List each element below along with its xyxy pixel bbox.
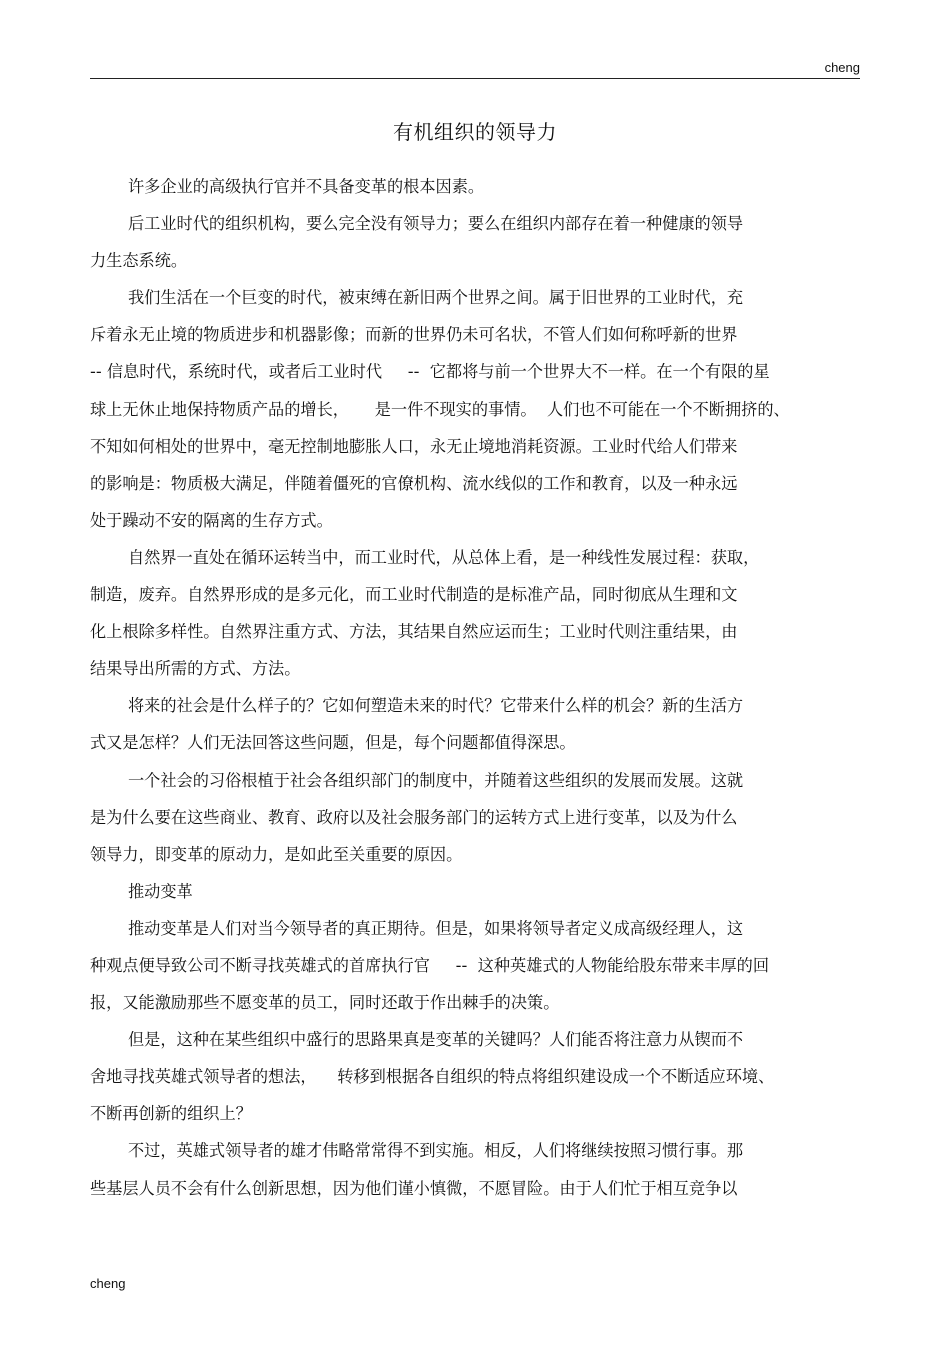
body-line: 力生态系统。 [90,251,188,271]
body-line: 些基层人员不会有什么创新思想，因为他们谨小慎微，不愿冒险。由于人们忙于相互竞争以 [90,1178,738,1198]
body-line: 舍地寻找英雄式领导者的想法， 转移到根据各自组织的特点将组织建设成一个不断适应环境、 [90,1067,775,1087]
header-divider [90,78,860,79]
body-line: 球上无休止地保持物质产品的增长， 是一件不现实的事情。 人们也不可能在一个不断拥挤的、 [90,399,790,419]
body-line: 不过，英雄式领导者的雄才伟略常常得不到实施。相反，人们将继续按照习惯行事。那 [128,1141,744,1161]
body-line: 处于躁动不安的隔离的生存方式。 [90,510,333,530]
body-line: 后工业时代的组织机构，要么完全没有领导力；要么在组织内部存在着一种健康的领导 [128,214,744,234]
body-line: 一个社会的习俗根植于社会各组织部门的制度中，并随着这些组织的发展而发展。这就 [128,770,744,790]
body-line: 不断再创新的组织上？ [90,1104,252,1124]
body-line: 斥着永无止境的物质进步和机器影像；而新的世界仍未可名状，不管人们如何称呼新的世界 [90,325,738,345]
body-line: 许多企业的高级执行官并不具备变革的根本因素。 [128,177,485,196]
section-heading: 推动变革 [128,881,193,901]
body-line: 自然界一直处在循环运转当中，而工业时代，从总体上看，是一种线性发展过程：获取， [128,547,760,567]
body-line: 我们生活在一个巨变的时代，被束缚在新旧两个世界之间。属于旧世界的工业时代，充 [128,288,744,308]
body-line: 种观点便导致公司不断寻找英雄式的首席执行官 -- 这种英雄式的人物能给股东带来丰厚的回 [90,955,770,975]
page-header: cheng [824,60,860,75]
document-body [90,168,850,1207]
body-line: 化上根除多样性。自然界注重方式、方法，其结果自然应运而生；工业时代则注重结果，由 [90,622,738,642]
body-line: 但是，这种在某些组织中盛行的思路果真是变革的关键吗？人们能否将注意力从锲而不 [128,1030,744,1050]
body-line: 不知如何相处的世界中，毫无控制地膨胀人口，永无止境地消耗资源。工业时代给人们带来 [90,436,738,456]
body-line: 制造，废弃。自然界形成的是多元化，而工业时代制造的是标准产品，同时彻底从生理和文 [90,585,738,605]
body-line: 报，又能激励那些不愿变革的员工，同时还敢于作出棘手的决策。 [90,993,560,1013]
body-line: -- 信息时代，系统时代，或者后工业时代 -- 它都将与前一个世界大不一样。在一个有限的星 [90,362,770,382]
document-title: 有机组织的领导力 [393,120,557,144]
body-line: 的影响是：物质极大满足，伴随着僵死的官僚机构、流水线似的工作和教育，以及一种永远 [90,473,738,493]
body-line: 是为什么要在这些商业、教育、政府以及社会服务部门的运转方式上进行变革，以及为什么 [90,807,738,827]
body-line: 推动变革是人们对当今领导者的真正期待。但是，如果将领导者定义成高级经理人，这 [128,918,744,938]
body-line: 结果导出所需的方式、方法。 [90,659,301,679]
body-line: 将来的社会是什么样子的？它如何塑造未来的时代？它带来什么样的机会？新的生活方 [128,696,744,716]
page-footer: cheng [90,1276,126,1291]
body-line: 式又是怎样？人们无法回答这些问题，但是，每个问题都值得深思。 [90,733,576,753]
body-line: 领导力，即变革的原动力，是如此至关重要的原因。 [90,844,463,864]
